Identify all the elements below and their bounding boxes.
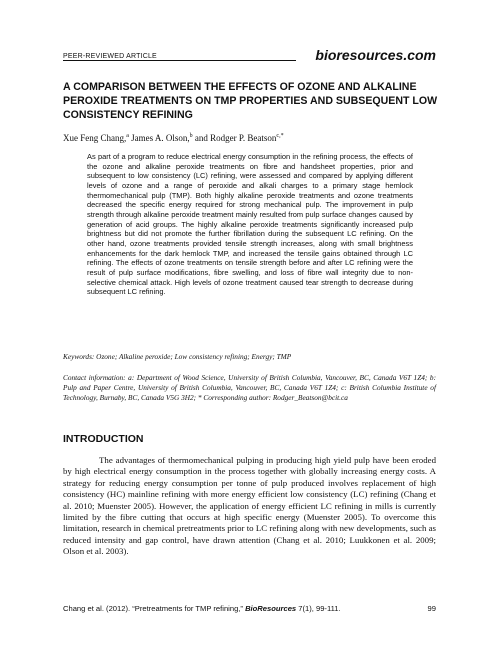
- author-2-affil: b: [189, 133, 193, 139]
- header-rule: [63, 60, 296, 61]
- author-3-affil: c,*: [276, 133, 284, 139]
- section-heading-introduction: INTRODUCTION: [63, 433, 144, 445]
- author-1-affil: a: [126, 133, 129, 139]
- author-1: Xue Feng Chang,: [63, 133, 127, 143]
- article-type-label: PEER-REVIEWED ARTICLE: [63, 53, 157, 60]
- citation: [63, 604, 341, 613]
- article-title: A COMPARISON BETWEEN THE EFFECTS OF OZONE AND ALKALINE PEROXIDE TREATMENTS ON TMP PROPERTIES AND SUBSEQUENT LOW CONSISTENCY REFINING: [63, 81, 438, 121]
- abstract-text: As part of a program to reduce electrical energy consumption in the refining process, the effects of the ozone and alkaline peroxide treatments on fibre and handsheet properties, prior and subsequent to low consistency (LC) refining, were assessed and compared by applying different levels of ozone and a range of peroxide and alkali charges to a primary stage hemlock thermomechanical pulp (TMP). Both highly alkaline peroxide treatments and ozone treatments decreased the specific energy required for strong mechanical pulp. The improvement in pulp strength through alkaline peroxide treatment mainly resulted from pulp surface changes caused by generation of acid groups. The highly alkaline peroxide treatments significantly increased pulp brightness but did not promote the further fibrillation during the subsequent LC refining. On the other hand, ozone treatments provided tensile strength increases, along with small brightness enhancements for the dark hemlock TMP, and increased the tensile gains obtained through LC refining. The effects of ozone treatments on tensile strength before and after LC refining were the result of pulp surface modifications, fibre swelling, and loss of fibre wall integrity due to non-selective chemical attack. High levels of ozone treatment caused tear strength to decrease during subsequent LC refining.: [87, 152, 413, 297]
- citation-journal: BioResources: [245, 604, 297, 613]
- contact-information: Contact information: a: Department of Wood Science, University of British Columbia, Vancouver, BC, Canada V6T 1Z4; b: Pulp and Paper Centre, University of British Columbia, Vancouver, BC, Canada V6T 1Z4; c: British Columbia Institute of Technology, Burnaby, BC, Canada V5G 3H2; * Corresponding author: Rodger_Beatson@bcit.ca: [63, 373, 436, 402]
- author-2: James A. Olson,: [128, 133, 190, 143]
- journal-brand[interactable]: bioresources.com: [315, 47, 436, 63]
- author-3: and Rodger P. Beatson: [192, 133, 277, 143]
- author-line: [63, 133, 284, 143]
- introduction-paragraph: The advantages of thermomechanical pulping in producing high yield pulp have been eroded by high electrical energy consumption in the process together with globally increasing energy costs. A strategy for reducing energy consumption per tonne of pulp produced involves replacement of high consistency (HC) mainline refining with more energy efficient low consistency (LC) refining (Chang et al. 2010; Muenster 2005). However, the application of energy efficient LC refining in mills is currently limited by the fibre cutting that occurs at high specific energy (Muenster 2005). To overcome this limitation, research in chemical pretreatments prior to LC refining along with new developments, such as reduced intensity and gap control, have drawn attention (Chang et al. 2010; Luukkonen et al. 2009; Olson et al. 2003).: [63, 455, 436, 557]
- page-footer: [63, 604, 436, 616]
- page-header: [63, 43, 436, 63]
- page-number: 99: [427, 604, 436, 613]
- citation-prefix: Chang et al. (2012). “Pretreatments for TMP refining,”: [63, 604, 243, 613]
- citation-suffix: 7(1), 99-111.: [296, 604, 341, 613]
- keywords: Keywords: Ozone; Alkaline peroxide; Low consistency refining; Energy; TMP: [63, 352, 292, 361]
